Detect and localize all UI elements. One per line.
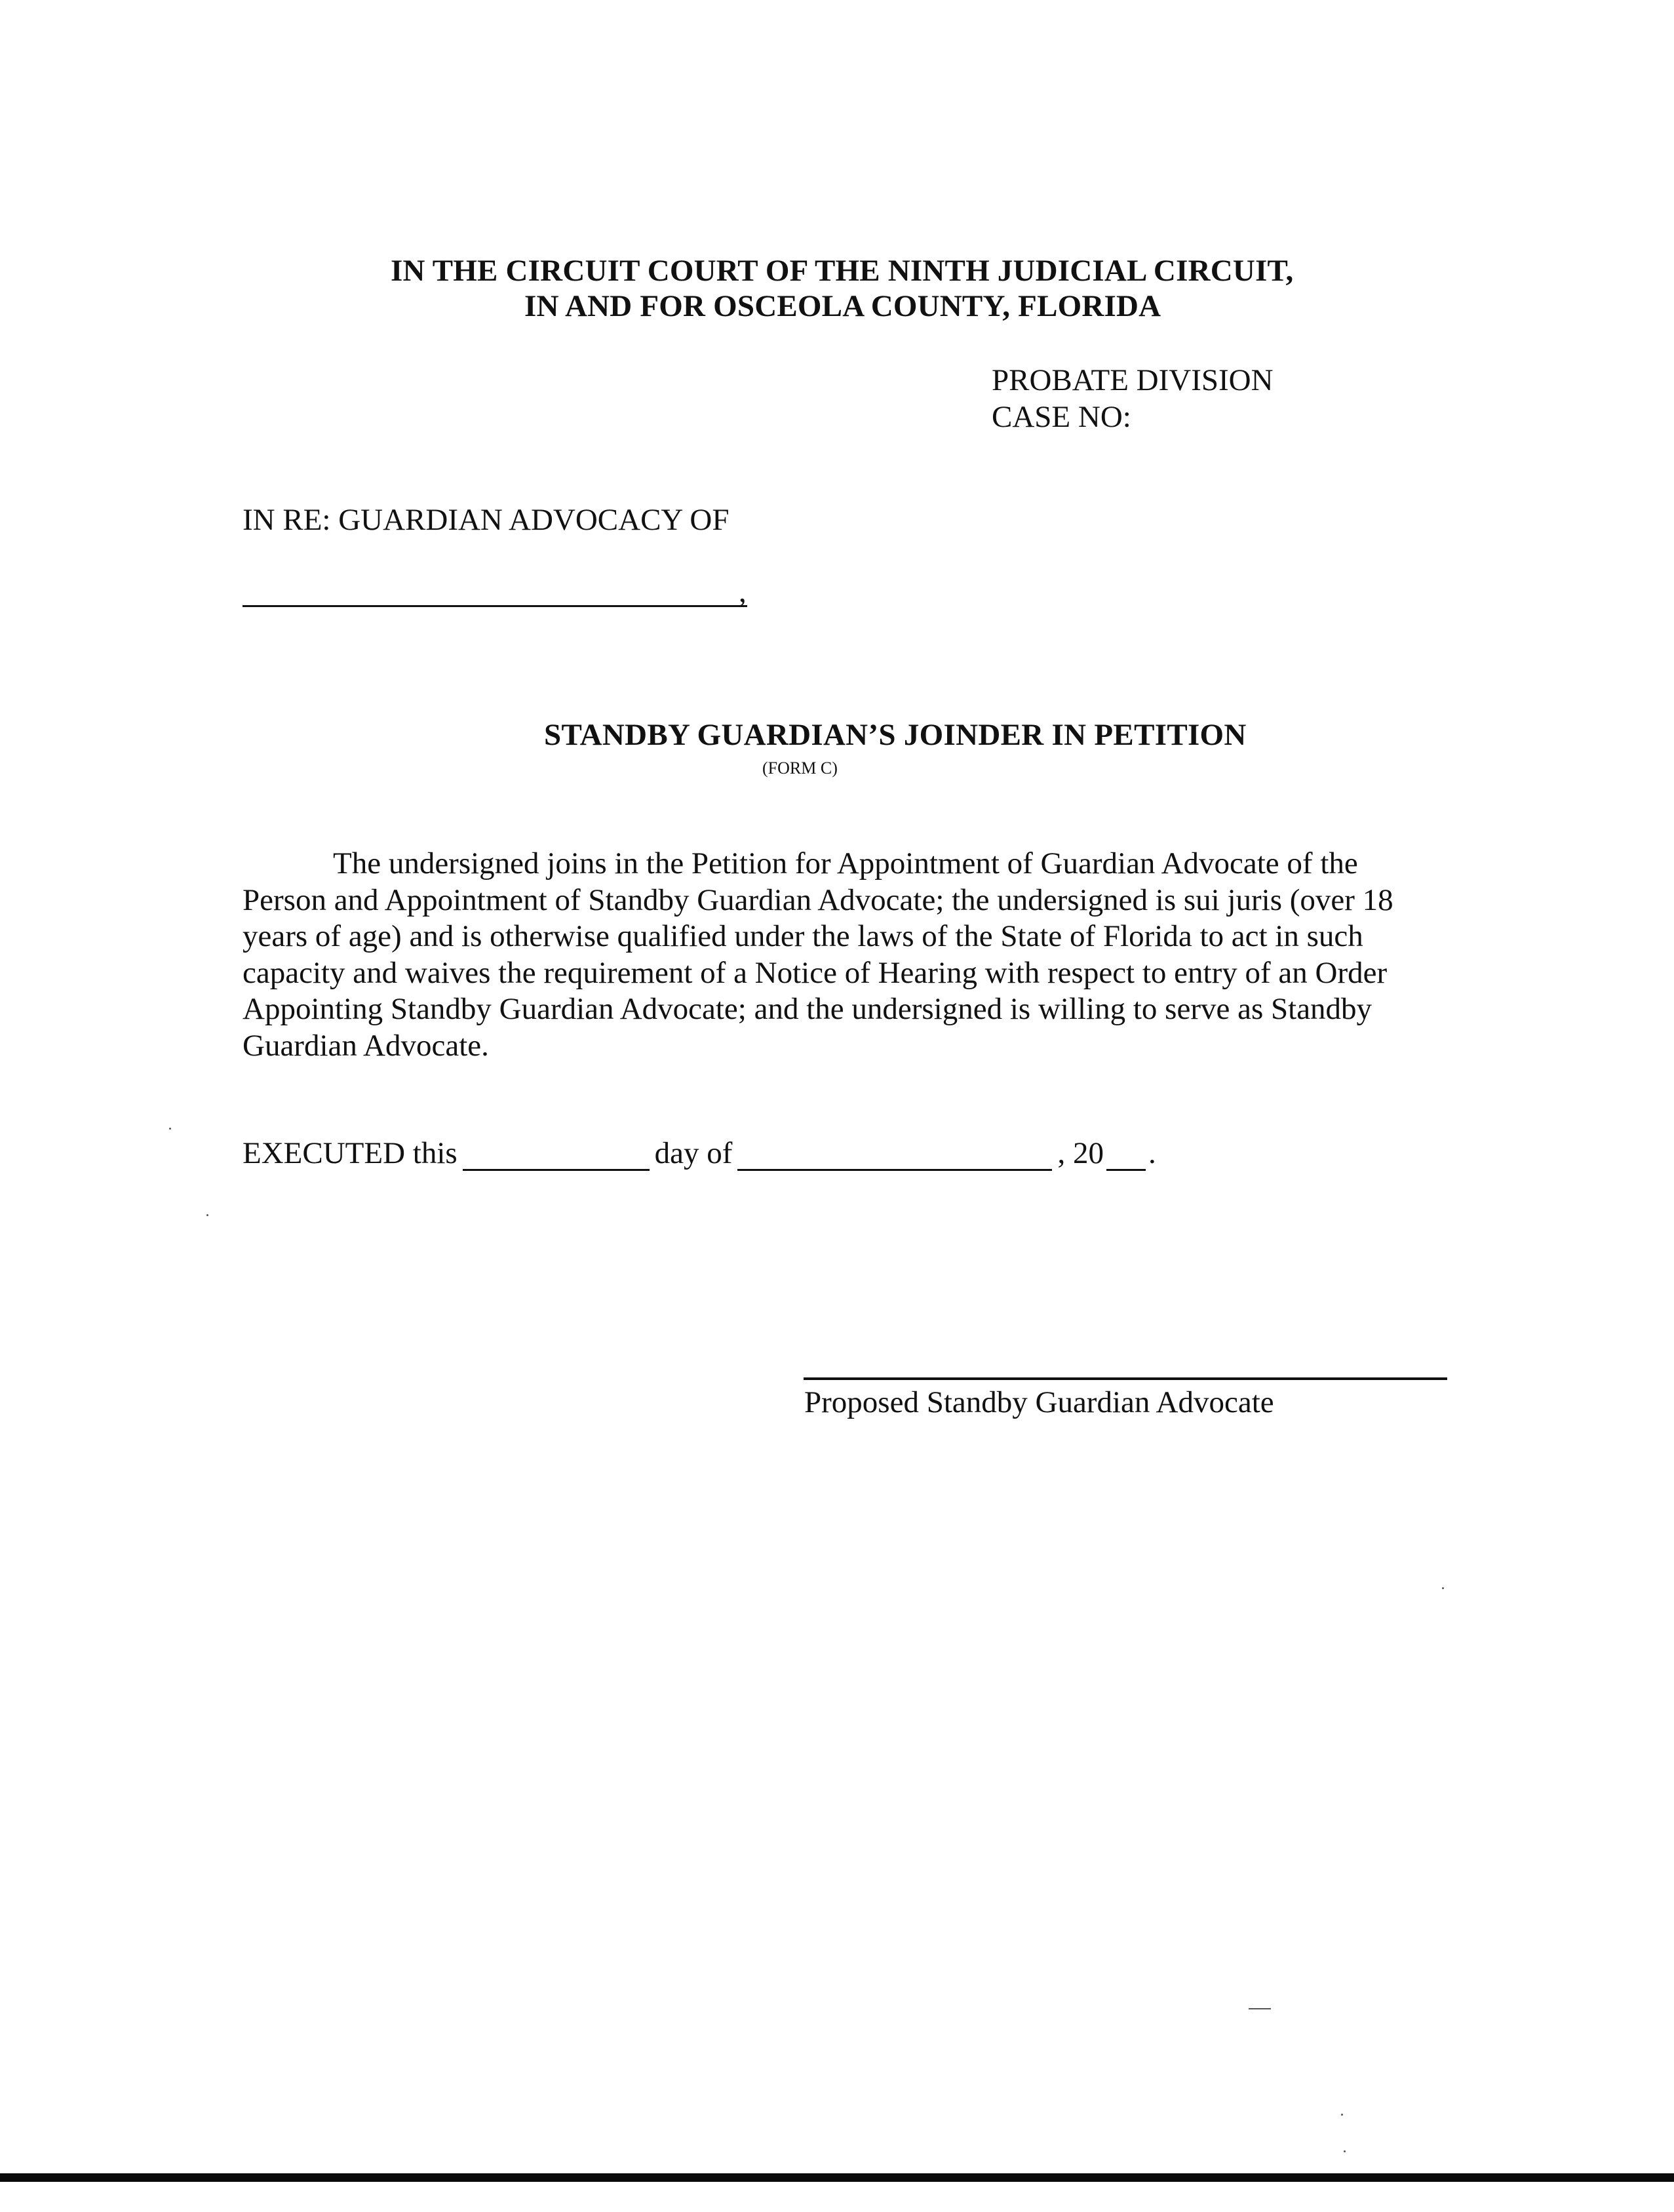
scan-speck bbox=[1442, 1587, 1444, 1589]
in-re-caption: IN RE: GUARDIAN ADVOCACY OF bbox=[243, 503, 730, 537]
scan-speck bbox=[169, 1128, 171, 1130]
scan-speck bbox=[206, 1214, 208, 1216]
year-blank[interactable] bbox=[1106, 1140, 1146, 1171]
scan-speck bbox=[1249, 2008, 1271, 2009]
execution-period: . bbox=[1148, 1136, 1156, 1170]
body-line: Appointing Standby Guardian Advocate; and the undersigned is willing to serve as Standby bbox=[243, 992, 1372, 1026]
division-block bbox=[992, 362, 1274, 435]
scan-speck bbox=[1344, 2150, 1346, 2152]
court-heading-line-2: IN AND FOR OSCEOLA COUNTY, FLORIDA bbox=[524, 289, 1161, 323]
body-line: years of age) and is otherwise qualified under the laws of the State of Florida to act in such bbox=[243, 919, 1363, 953]
court-heading-line-1: IN THE CIRCUIT COURT OF THE NINTH JUDICIAL CIRCUIT, bbox=[391, 254, 1294, 288]
body-line: Person and Appointment of Standby Guardian Advocate; the undersigned is sui juris (over 18 bbox=[243, 882, 1393, 917]
execution-line bbox=[243, 1136, 1156, 1171]
body-paragraph bbox=[243, 846, 1422, 1064]
ward-name-blank[interactable] bbox=[243, 605, 747, 607]
signature-caption: Proposed Standby Guardian Advocate bbox=[804, 1385, 1274, 1419]
body-line: Guardian Advocate. bbox=[243, 1028, 489, 1063]
body-line: The undersigned joins in the Petition for Appointment of Guardian Advocate of the bbox=[333, 846, 1358, 880]
probate-division-label: PROBATE DIVISION bbox=[992, 363, 1274, 397]
day-blank[interactable] bbox=[463, 1140, 650, 1171]
form-label: (FORM C) bbox=[762, 759, 838, 778]
year-prefix-label: , 20 bbox=[1057, 1136, 1104, 1170]
month-blank[interactable] bbox=[737, 1140, 1052, 1171]
body-line: capacity and waives the requirement of a Notice of Hearing with respect to entry of an Order bbox=[243, 955, 1388, 990]
ward-name-comma: , bbox=[739, 575, 747, 609]
day-of-label: day of bbox=[654, 1136, 733, 1170]
case-number-label: CASE NO: bbox=[992, 400, 1131, 434]
executed-this-label: EXECUTED this bbox=[243, 1136, 457, 1170]
signature-line[interactable] bbox=[804, 1377, 1447, 1380]
scan-speck bbox=[1341, 2114, 1343, 2116]
bottom-border-rule bbox=[0, 2173, 1674, 2182]
document-title: STANDBY GUARDIAN’S JOINDER IN PETITION bbox=[544, 718, 1247, 752]
